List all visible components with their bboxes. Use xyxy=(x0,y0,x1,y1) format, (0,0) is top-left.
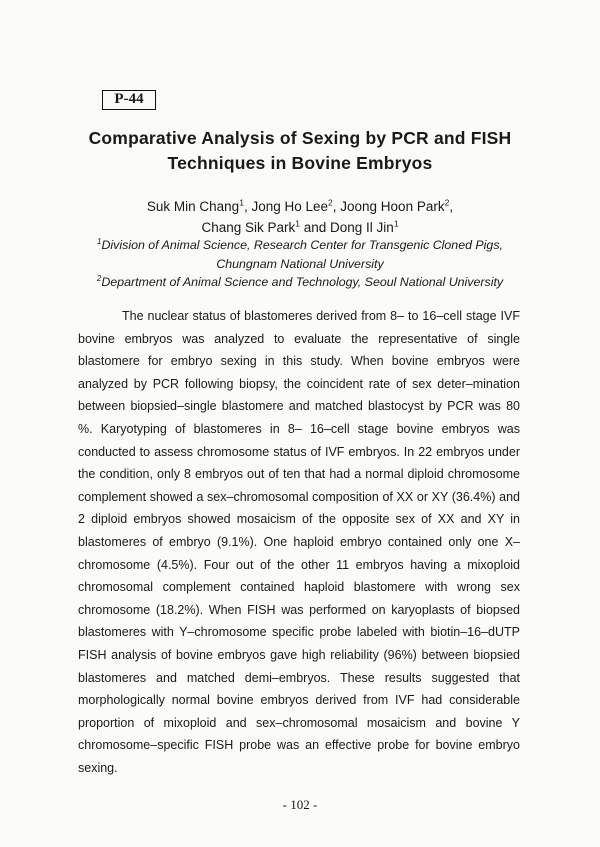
title-line-2: Techniques in Bovine Embryos xyxy=(167,153,433,173)
author-name: Suk Min Chang xyxy=(146,199,240,214)
author-affiliation-mark: 2 xyxy=(328,197,333,208)
affiliation-mark: 2 xyxy=(96,273,102,283)
page-number: - 102 - xyxy=(282,797,318,812)
affiliation-1-line-1: $^1$Division of Animal Science, Research Center for Transgenic Cloned Pigs, xyxy=(97,236,503,252)
poster-number-label: P-44 xyxy=(102,90,156,110)
author-line-2: Chang Sik Park$^1$ and Dong Il Jin$^1$ xyxy=(201,218,399,235)
author-affiliation-mark: 2 xyxy=(444,197,450,208)
affiliation-2: $^2$Department of Animal Science and Technology, Seoul National University xyxy=(96,273,504,289)
author-list xyxy=(40,196,560,238)
author-name: Joong Hoon Park xyxy=(340,199,445,214)
affiliations xyxy=(60,236,540,292)
author-name: Chang Sik Park xyxy=(201,220,296,235)
affiliation-1-line-2: Chungnam National University xyxy=(216,256,384,271)
paper-title xyxy=(40,126,560,176)
title-line-1: Comparative Analysis of Sexing by PCR and FISH xyxy=(88,128,512,148)
author-affiliation-mark: 1 xyxy=(295,218,300,229)
author-affiliation-mark: 1 xyxy=(239,197,244,208)
abstract-body: The nuclear status of blastomeres derived from 8– to 16–cell stage IVF bovine embryos was analyzed to evaluate the representative of single blastomere for embryo sexing in this study. When bovine embryos were analyzed by PCR following biopsy, the coincident rate of sex deter–mination between biopsied–single blastomere and matched blastocyst by PCR was 80 %. Karyotyping of blastomeres in 8– 16–cell stage bovine embryos was conducted to assess chromosome status of IVF embryos. In 22 embryos under the condition, only 8 embryos out of ten that had a normal diploid chromosome complement showed a sex–chromosomal composition of XX or XY (36.4%) and 2 diploid embryos showed mosaicism of the opposite sex of XX and XY in blastomeres of embryo (9.1%). One haploid embryo contained only one X–chromosome (4.5%). Four out of the other 11 embryos having a mixoploid chromosomal complement contained haploid blastomere with wrong sex chromosome (18.2%). When FISH was performed on karyoplasts of biopsed blastomeres with Y–chromosome specific probe labeled with biotin–16–dUTP FISH analysis of bovine embryos gave high reliability (96%) between biopsied blastomeres and matched demi–embryos. These results suggested that morphologically normal bovine embryos derived from IVF had considerable proportion of mixoploid and sex–chromosomal mosaicism and bovine Y chromosome–specific FISH probe was an effective probe for bovine embryo sexing. xyxy=(78,309,520,775)
author-name: Dong Il Jin xyxy=(330,220,394,235)
author-line-1: Suk Min Chang$^1$, Jong Ho Lee$^2$, Joong Hoon Park$^2$, xyxy=(146,197,454,214)
author-affiliation-mark: 1 xyxy=(393,218,399,229)
author-name: Jong Ho Lee xyxy=(251,199,329,214)
affiliation-mark: 1 xyxy=(97,236,102,246)
